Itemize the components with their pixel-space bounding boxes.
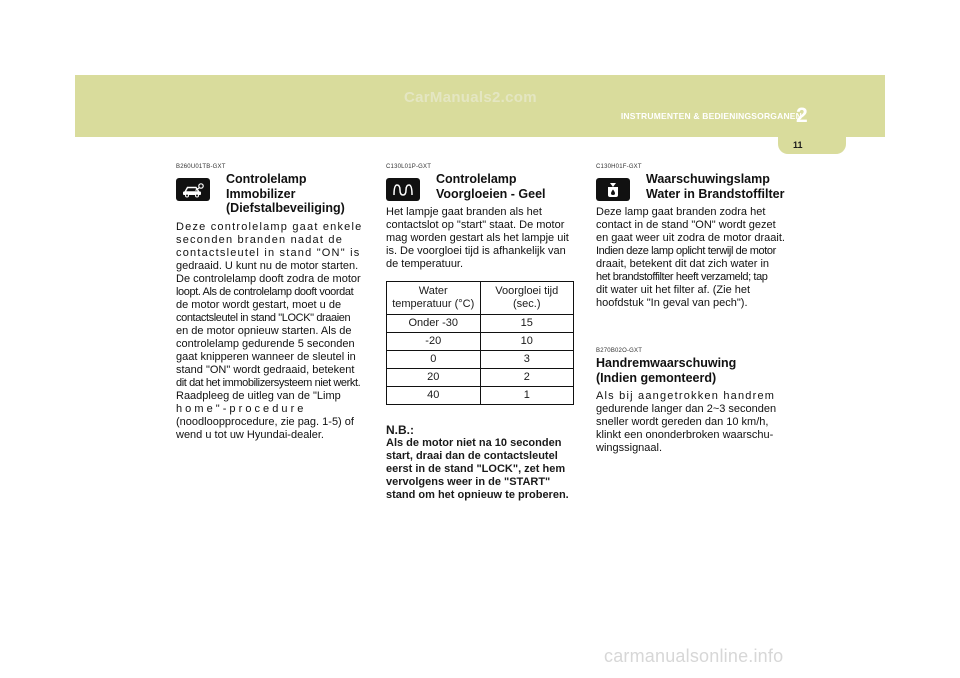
table-cell: 10 — [480, 333, 574, 351]
table-cell: 2 — [480, 369, 574, 387]
section-code: C130L01P-GXT — [386, 164, 432, 170]
table-cell: 0 — [387, 351, 481, 369]
watermark-top: CarManuals2.com — [404, 89, 537, 106]
watermark-bottom: carmanualsonline.info — [604, 646, 784, 666]
table-cell: 1 — [480, 387, 574, 405]
table-header-row — [387, 282, 574, 315]
page-number: 11 — [793, 140, 803, 150]
section-title: Controlelamp Immobilizer (Diefstalbeveiliging) — [226, 172, 345, 215]
section-body: Als bij aangetrokken handrem gedurende langer dan 2~3 seconden sneller wordt gereden dan 10 km/h, klinkt een ononderbroken waarschu- wingssignaal. — [596, 390, 777, 454]
table-cell: Onder -30 — [387, 315, 481, 333]
section-body: Het lampje gaat branden als het contactslot op "start" staat. De motor mag worden gestart als het lampje uit is. De voorgloei tijd is afhankelijk van de temperatuur. — [386, 206, 569, 270]
section-body: Deze lamp gaat branden zodra het contact in de stand "ON" wordt gezet en gaat weer uit zodra de motor draait. Indien deze lamp oplicht terwijl de motor draait, betekent dit dat zich water in het brandstoffilter heeft verzameld; tap dit water uit het filter af. (Zie het hoofdstuk "In geval van pech"). — [596, 206, 785, 309]
section-title: Waarschuwingslamp Water in Brandstoffilter — [646, 172, 785, 201]
table-cell: 3 — [480, 351, 574, 369]
section-code: B260U01TB-GXT — [176, 164, 226, 170]
glow-plug-icon — [386, 178, 420, 201]
section-body: Deze controlelamp gaat enkele seconden branden nadat de contactsleutel in stand "ON" is gedraaid. U kunt nu de motor starten. De controlelamp dooft zodra de motor loopt. Als de controlelamp dooft voordat de motor wordt gestart, moet u de contactsleutel in stand "LOCK" draaien en de motor opnieuw starten. Als de controlelamp gedurende 5 seconden gaat knipperen wanneer de sleutel in stand "ON" wordt gedraaid, betekent dit dat het immobilizersysteem niet werkt. Raadpleeg de uitleg van de "Limp h o m e " - p r o c e d u r e (noodloopprocedure, zie pag. 1-5) of wend u tot uw Hyundai-dealer. — [176, 220, 363, 441]
table-cell: 20 — [387, 369, 481, 387]
table-row — [387, 387, 574, 405]
note-body: Als de motor niet na 10 seconden start, draai dan de contactsleutel eerst in de stand "LOCK", zet hem vervolgens weer in de "START" stand om het opnieuw te proberen. — [386, 437, 569, 501]
table-cell: -20 — [387, 333, 481, 351]
table-header-cell: Water temperatuur (°C) — [387, 282, 481, 315]
table-cell: 40 — [387, 387, 481, 405]
glow-time-table — [386, 281, 574, 405]
section-code: C130H01F-GXT — [596, 164, 642, 170]
water-in-fuel-filter-icon — [596, 178, 630, 201]
page-number-tab — [778, 137, 846, 154]
header-band — [75, 75, 885, 137]
table-row — [387, 369, 574, 387]
section-immobilizer — [176, 164, 375, 442]
section-water-in-fuel — [596, 164, 795, 455]
chapter-title: INSTRUMENTEN & BEDIENINGSORGANEN — [620, 111, 802, 121]
table-row — [387, 315, 574, 333]
section-code: B270B02O-GXT — [596, 348, 643, 354]
section-title: Controlelamp Voorgloeien - Geel — [436, 172, 546, 201]
table-cell: 15 — [480, 315, 574, 333]
table-row — [387, 333, 574, 351]
section-glow-plug — [386, 164, 585, 502]
note-title: N.B.: — [386, 423, 414, 437]
table-header-cell: Voorgloei tijd (sec.) — [480, 282, 574, 315]
immobilizer-key-car-icon — [176, 178, 210, 201]
section-title: Handremwaarschuwing (Indien gemonteerd) — [596, 356, 737, 385]
table-row — [387, 351, 574, 369]
chapter-number: 2 — [796, 104, 808, 127]
